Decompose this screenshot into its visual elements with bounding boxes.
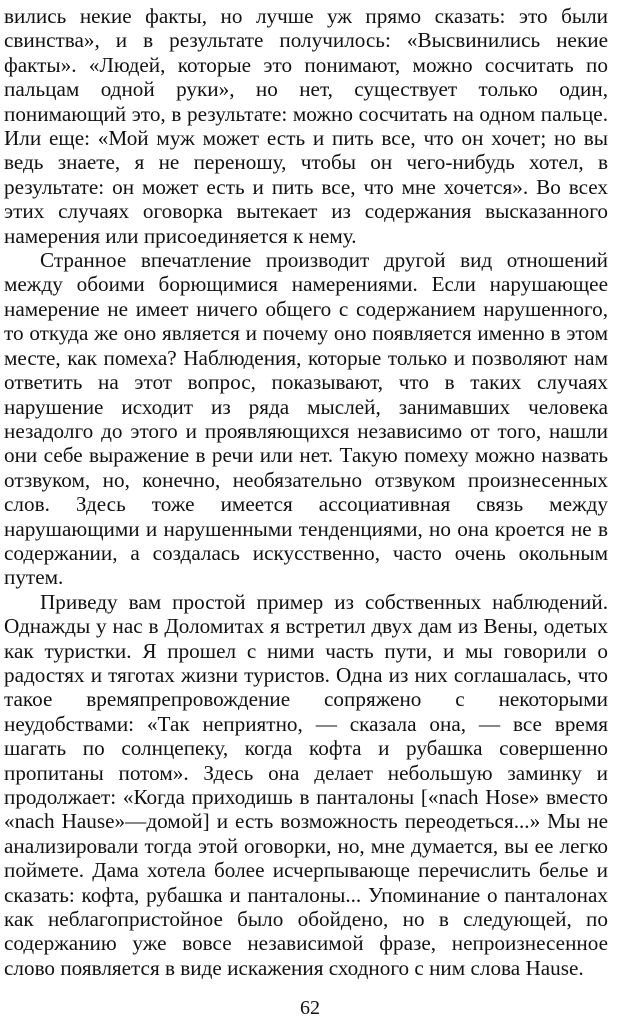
page-number: 62	[300, 997, 320, 1019]
paragraph-3: Приведу вам простой пример из собственных наблюдений. Однажды у нас в Доломитах я встретил двух дам из Вены, одетых как туристки. Я прошел с ними часть пути, и мы говорили о радостях и тяготах жизни туристов. Одна из них соглашалась, что такое времяпрепровождение сопряжено с некоторыми неудобствами: «Так неприятно, — сказала она, — все время шагать по солнцепеку, когда кофта и рубашка совершенно пропитаны потом». Здесь она делает небольшую заминку и продолжает: «Когда приходишь в панталоны [«nach Hose» вместо «nach Hause»—домой] и есть возможность переодеться...» Мы не анализировали тогда этой оговорки, но, мне думается, вы ее легко поймете. Дама хотела более исчерпывающе перечислить белье и сказать: кофта, рубашка и панталоны... Упоминание о панталонах как неблагопристойное было обойдено, но в следующей, по содержанию уже вовсе независимой фразе, непроизнесенное слово появляется в виде искажения сходного с ним слова Hause.	[4, 589, 608, 980]
book-page	[4, 4, 608, 980]
paragraph-2: Странное впечатление производит другой вид отношений между обоими борющимися намерениями. Если нарушающее намерение не имеет ничего общего с содержанием нарушенного, то откуда же оно является и почему оно появляется именно в этом месте, как помеха? Наблюдения, которые только и позволяют нам ответить на этот вопрос, показывают, что в таких случаях нарушение исходит из ряда мыслей, занимавших человека незадолго до этого и проявляющихся независимо от того, нашли они себе выражение в речи или нет. Такую помеху можно назвать отзвуком, но, конечно, необязательно отзвуком произнесенных слов. Здесь тоже имеется ассоциативная связь между нарушающими и нарушенными тенденциями, но она кроется не в содержании, а создалась искусственно, часто очень окольным путем.	[4, 248, 608, 590]
paragraph-1: вились некие факты, но лучше уж прямо сказать: это были свинства», и в результате получилось: «Высвинились некие факты». «Людей, которые это понимают, можно сосчитать по пальцам одной руки», но нет, существует только один, понимающий это, в результате: можно сосчитать на одном пальце. Или еще: «Мой муж может есть и пить все, что он хочет; но вы ведь знаете, я не переношу, чтобы он чего-нибудь хотел, в результате: он может есть и пить все, что мне хочется». Во всех этих случаях оговорка вытекает из содержания высказанного намерения или присоединяется к нему.	[4, 4, 608, 248]
